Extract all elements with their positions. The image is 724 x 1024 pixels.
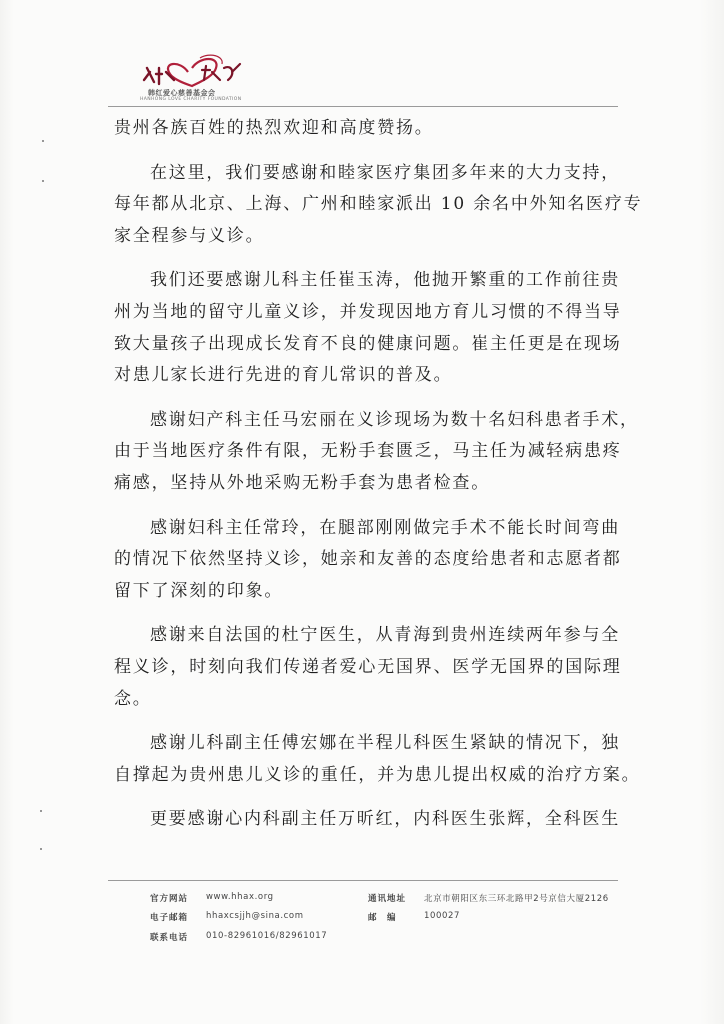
- footer-address: [368, 892, 609, 904]
- paragraph-line: 每年都从北京、上海、广州和睦家派出 10 余名中外知名医疗专: [114, 194, 643, 215]
- paragraph-line: 由于当地医疗条件有限，无粉手套匮乏，马主任为减轻病患疼: [114, 441, 622, 462]
- paragraph-gap: [114, 145, 626, 158]
- paragraph-line: 贵州各族百姓的热烈欢迎和高度赞扬。: [114, 118, 434, 138]
- paragraph-line: 我们还要感谢儿科主任崔玉涛，他抛开繁重的工作前往贵: [150, 270, 620, 291]
- footer-divider: [108, 880, 618, 881]
- header-divider: [108, 106, 618, 107]
- paragraph-line: 感谢妇科主任常玲，在腿部刚刚做完手术不能长时间弯曲: [150, 517, 620, 538]
- phone-value: 010-82961016/82961017: [206, 931, 328, 941]
- scan-mark: [40, 848, 42, 850]
- paragraph-line: 的情况下依然坚持义诊，她亲和友善的态度给患者和志愿者都: [114, 549, 622, 570]
- paragraph-gap: [114, 392, 626, 405]
- website-label: 官方网站: [150, 894, 189, 904]
- paragraph-line: 家全程参与义诊。: [114, 225, 265, 246]
- paragraph-gap: [114, 607, 626, 620]
- footer-postcode: [368, 911, 461, 923]
- paragraph-line: 感谢儿科副主任傅宏娜在半程儿科医生紧缺的情况下，独: [150, 733, 620, 754]
- paragraph-gap: [114, 252, 626, 265]
- phone-label: 联系电话: [150, 933, 189, 943]
- paragraph-line: 更要感谢心内科副主任万昕红，内科医生张辉，全科医生: [150, 809, 620, 830]
- website-link[interactable]: www.hhax.org: [206, 892, 274, 902]
- org-name-en: HANHONG LOVE CHARITY FOUNDATION: [140, 97, 242, 102]
- paragraph-gap: [114, 791, 626, 804]
- org-name-cn: 韩红爱心慈善基金会: [148, 89, 216, 97]
- scan-mark: [40, 810, 42, 812]
- scan-mark: [42, 180, 44, 182]
- paragraph-line: 痛感，坚持从外地采购无粉手套为患者检查。: [114, 472, 490, 493]
- paragraph-line: 念。: [114, 688, 152, 709]
- address-label: 通讯地址: [368, 894, 407, 904]
- email-label: 电子邮箱: [150, 913, 189, 923]
- address-value: 北京市朝阳区东三环北路甲2号京信大厦2126: [424, 894, 609, 904]
- letter-body: [114, 113, 643, 836]
- paragraph-line: 程义诊，时刻向我们传递者爱心无国界、医学无国界的国际理: [114, 656, 622, 677]
- paragraph-gap: [114, 715, 626, 728]
- footer-email: [150, 911, 304, 923]
- postcode-value: 100027: [424, 911, 461, 921]
- paragraph-line: 州为当地的留守儿童义诊，并发现因地方育儿习惯的不得当导: [114, 301, 622, 322]
- paragraph-line: 感谢妇产科主任马宏丽在义诊现场为数十名妇科患者手术，: [150, 409, 639, 430]
- paragraph-line: 留下了深刻的印象。: [114, 580, 284, 601]
- paragraph-gap: [114, 500, 626, 513]
- email-link[interactable]: hhaxcsjjh@sina.com: [206, 911, 304, 921]
- paragraph-line: 感谢来自法国的杜宁医生，从青海到贵州连续两年参与全: [150, 625, 620, 646]
- paragraph-line: 对患儿家长进行先进的育儿常识的普及。: [114, 365, 453, 386]
- footer-website: [150, 892, 274, 904]
- footer-phone: [150, 931, 328, 943]
- scan-mark: [42, 140, 44, 142]
- paragraph-line: 致大量孩子出现成长发育不良的健康问题。崔主任更是在现场: [114, 333, 622, 354]
- postcode-label: 邮 编: [368, 913, 397, 923]
- paragraph-line: 在这里，我们要感谢和睦家医疗集团多年来的大力支持，: [150, 162, 620, 183]
- paragraph-line: 自撑起为贵州患儿义诊的重任，并为患儿提出权威的治疗方案。: [114, 764, 641, 785]
